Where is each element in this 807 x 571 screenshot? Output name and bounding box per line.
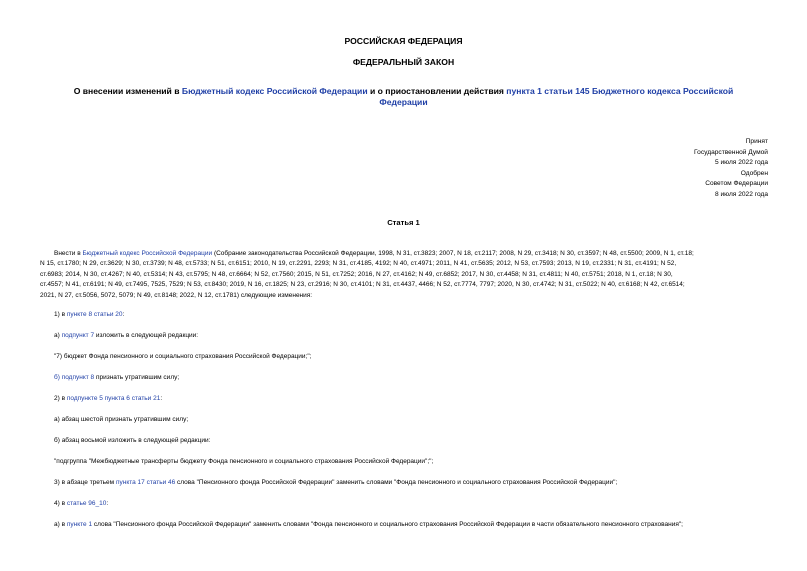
list-item xyxy=(40,331,782,341)
intro-text: Внести в xyxy=(54,250,83,257)
list-item xyxy=(40,499,782,509)
adoption-line: Принят xyxy=(745,138,768,145)
adoption-line: Советом Федерации xyxy=(705,180,768,188)
item-text: : xyxy=(122,311,125,318)
list-item: а) абзац шестой признать утратившим силу; xyxy=(54,416,189,423)
item-text: 2) в xyxy=(54,395,67,402)
adoption-line: Одобрен xyxy=(740,169,768,177)
item-link[interactable]: пункте 1 xyxy=(66,521,93,528)
item-text: а) xyxy=(54,332,62,339)
item-link[interactable]: пункте 8 статьи 20 xyxy=(66,311,123,318)
adoption-block xyxy=(568,137,768,201)
adoption-line: 5 июля 2022 года xyxy=(714,159,768,167)
item-text: а) в xyxy=(54,521,67,528)
article-145-link-cont[interactable]: Федерации xyxy=(379,97,428,107)
item-link[interactable]: статье 96_10 xyxy=(66,500,107,507)
item-text: 4) в xyxy=(54,500,67,507)
article-title: Статья 1 xyxy=(387,218,420,227)
list-item xyxy=(40,394,782,404)
header-law-type: ФЕДЕРАЛЬНЫЙ ЗАКОН xyxy=(352,57,455,67)
item-text: : xyxy=(160,395,163,402)
list-item xyxy=(40,310,782,320)
law-title xyxy=(50,86,757,108)
item-text: слова "Пенсионного фонда Российской Федерации" заменить словами "Фонда пенсионного и социального страхования Российской Федерации в части обязательного пенсионного страхования"; xyxy=(92,521,683,528)
list-item xyxy=(40,520,782,530)
list-item: "подгруппа "Межбюджетные трансферты бюджету Фонда пенсионного и социального страхования Российской Федерации";"; xyxy=(54,458,434,465)
intro-budget-code-link[interactable]: Бюджетный кодекс Российской Федерации xyxy=(82,250,213,257)
item-link[interactable]: б) подпункт 8 xyxy=(54,374,95,381)
budget-code-link[interactable]: Бюджетный кодекс Российской Федерации xyxy=(181,86,368,96)
law-title-text-1: О внесении изменений в xyxy=(73,86,182,96)
intro-line: ст.6983; 2014, N 30, ст.4267; N 40, ст.5314; N 43, ст.5795; N 48, ст.6664; N 52, ст.7560; 2015, N 51, ст.7252; 2016, N 27, ст.4162; N 49, ст.6852; 2017, N 30, ст.4458; N 31, ст.4811; N 40, ст.5751; 2018, N 1, ст.18; N 30, xyxy=(40,270,673,278)
list-item: б) абзац восьмой изложить в следующей редакции: xyxy=(54,437,211,444)
item-text: 3) в абзаце третьем xyxy=(54,479,116,486)
item-text: изложить в следующей редакции: xyxy=(94,332,199,339)
item-link[interactable]: подпункте 5 пункта 6 статьи 21 xyxy=(66,395,161,402)
intro-line: 2021, N 27, ст.5056, 5072, 5079; N 49, ст.8148; 2022, N 12, ст.1781) следующие изменения: xyxy=(40,291,313,299)
item-link[interactable]: подпункт 7 xyxy=(61,332,95,339)
intro-text: (Собрание законодательства Российской Федерации, 1998, N 31, ст.3823; 2007, N 18, ст.2117; 2008, N 29, ст.3418; N 30, ст.3597; N 48, ст.5500; 2009, N 1, ст.18; xyxy=(212,250,694,257)
item-link[interactable]: пункта 17 статьи 46 xyxy=(115,479,176,486)
list-item xyxy=(40,373,782,383)
intro-paragraph xyxy=(40,249,768,301)
intro-line: ст.4557; N 41, ст.6191; N 49, ст.7495, 7525, 7529; N 53, ст.8430; 2019, N 16, ст.1825; N 23, ст.2916; N 30, ст.4101; N 31, ст.4437, 4466; N 52, ст.7774, 7797; 2020, N 30, ст.4742; N 31, ст.5022; N 40, ст.6168; N 42, ст.6514; xyxy=(40,281,685,289)
header-federation: РОССИЙСКАЯ ФЕДЕРАЦИЯ xyxy=(344,36,463,46)
list-item: "7) бюджет Фонда пенсионного и социального страхования Российской Федерации;"; xyxy=(54,353,312,360)
item-text: слова "Пенсионного фонда Российской Федерации" заменить словами "Фонда пенсионного и социального страхования Российской Федерации"; xyxy=(175,479,618,486)
law-title-text-2: и о приостановлении действия xyxy=(367,86,507,96)
item-text: признать утратившим силу; xyxy=(94,374,180,381)
adoption-line: 8 июля 2022 года xyxy=(714,190,768,198)
item-text: : xyxy=(106,500,109,507)
intro-line: N 15, ст.1780; N 29, ст.3629; N 30, ст.3739; N 48, ст.5733; N 51, ст.6151; 2010, N 19, ст.2291, 2293; N 31, ст.4185, 4192; N 40, ст.4971; 2011, N 41, ст.5635; 2012, N 53, ст.7593; 2013, N 19, ст.2331; N 31, ст.4191; N 52, xyxy=(40,260,677,268)
list-item xyxy=(40,478,782,488)
article-145-link[interactable]: пункта 1 статьи 145 Бюджетного кодекса Российской xyxy=(506,86,734,96)
item-text: 1) в xyxy=(54,311,67,318)
adoption-line: Государственной Думой xyxy=(694,148,768,156)
